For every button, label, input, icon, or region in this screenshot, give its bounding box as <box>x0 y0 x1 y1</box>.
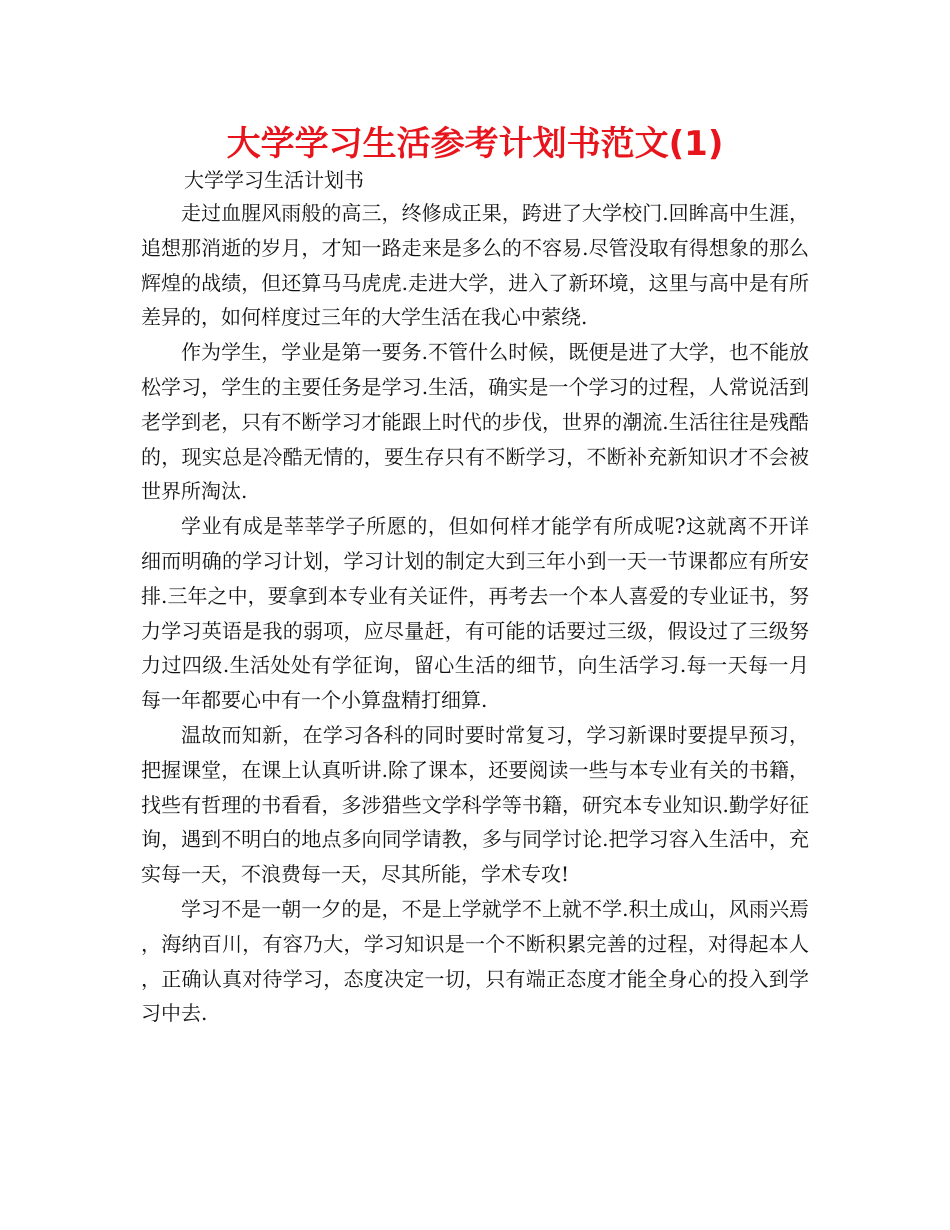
paragraph: 温故而知新，在学习各科的同时要时常复习，学习新课时要提早预习，把握课堂，在课上认真听讲.除了课本，还要阅读一些与本专业有关的书籍，找些有哲理的书看看，多涉猎些文学科学等书籍，研究本专业知识.勤学好征询，遇到不明白的地点多向同学请教，多与同学讨论.把学习容入生活中，充实每一天，不浪费每一天，尽其所能，学术专攻! <box>141 722 809 887</box>
document-body <box>141 196 809 1031</box>
paragraph: 走过血腥风雨般的高三，终修成正果，跨进了大学校门.回眸高中生涯，追想那消逝的岁月，才知一路走来是多么的不容易.尽管没取有得想象的那么辉煌的战绩，但还算马马虎虎.走进大学，进入了新环境，这里与高中是有所差异的，如何样度过三年的大学生活在我心中萦绕. <box>141 201 809 330</box>
paragraph: 学习不是一朝一夕的是，不是上学就学不上就不学.积土成山，风雨兴焉，海纳百川，有容乃大，学习知识是一个不断积累完善的过程，对得起本人，正确认真对待学习，态度决定一切，只有端正态度才能全身心的投入到学习中去. <box>141 896 809 1026</box>
paragraph: 学业有成是莘莘学子所愿的，但如何样才能学有所成呢?这就离不开详细而明确的学习计划，学习计划的制定大到三年小到一天一节课都应有所安排.三年之中，要拿到本专业有关证件，再考去一个本人喜爱的专业证书，努力学习英语是我的弱项，应尽量赶，有可能的话要过三级，假设过了三级努力过四级.生活处处有学征询，留心生活的细节，向生活学习.每一天每一月每一年都要心中有一个小算盘精打细算. <box>141 514 809 713</box>
document-title: 大学学习生活参考计划书范文(1) <box>226 124 724 164</box>
paragraph: 作为学生，学业是第一要务.不管什么时候，既便是进了大学，也不能放松学习，学生的主要任务是学习.生活，确实是一个学习的过程，人常说活到老学到老，只有不断学习才能跟上时代的步伐，世界的潮流.生活往往是残酷的，现实总是冷酷无情的，要生存只有不断学习，不断补充新知识才不会被世界所淘汰. <box>141 340 809 504</box>
document-subtitle: 大学学习生活计划书 <box>184 168 364 192</box>
